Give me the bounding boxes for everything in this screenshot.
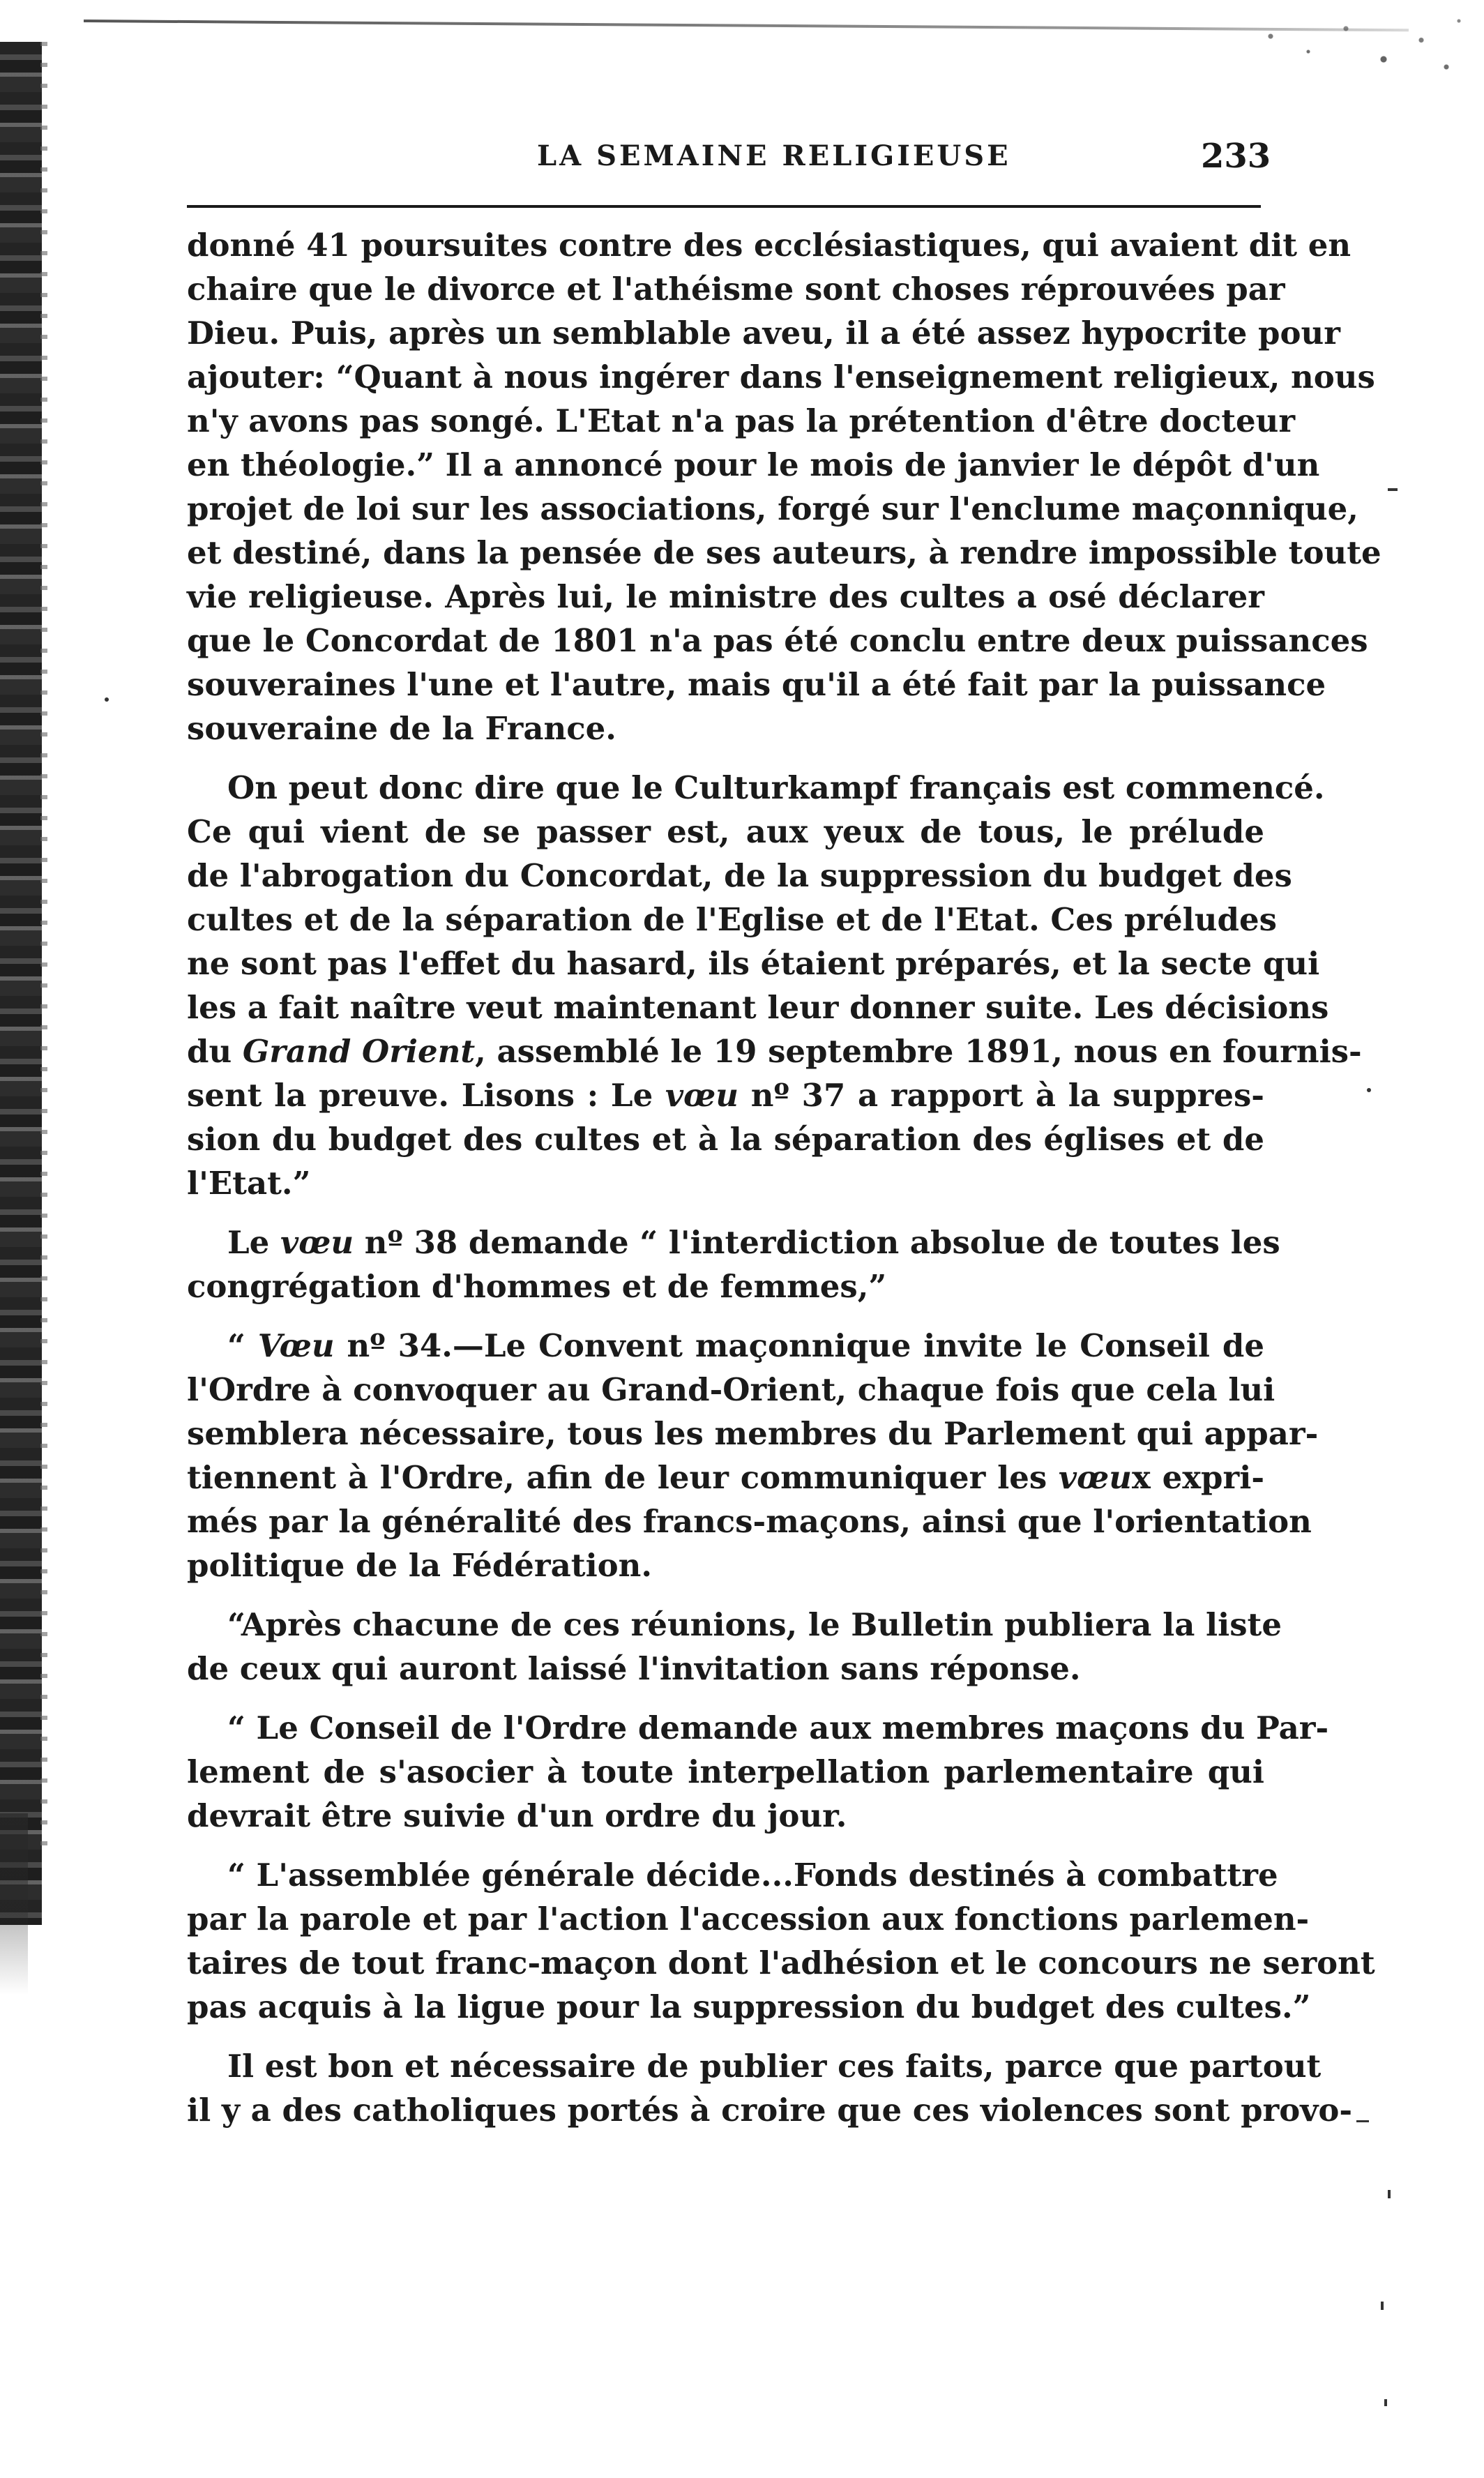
text-line: en théologie.” Il a annoncé pour le mois de janvier le dépôt d'un (187, 446, 1320, 483)
text-line: més par la généralité des francs-maçons, ainsi que l'orientation (187, 1503, 1312, 1540)
text-line: l'Etat.” (187, 1165, 311, 1202)
text-line: semblera nécessaire, tous les membres du Parlement qui appar- (187, 1415, 1319, 1452)
text-line: devrait être suivie d'un ordre du jour. (187, 1797, 847, 1834)
text-line: cultes et de la séparation de l'Eglise et de l'Etat. Ces préludes (187, 901, 1277, 938)
text-line: il y a des catholiques portés à croire que ces violences sont provo- (187, 2092, 1353, 2129)
text-line: Dieu. Puis, après un semblable aveu, il a été assez hypocrite pour (187, 315, 1340, 352)
scan-mark (105, 697, 109, 702)
text-line: sion du budget des cultes et à la séparation des églises et de (187, 1121, 1264, 1158)
text-line: “ L'assemblée générale décide...Fonds destinés à combattre (227, 1857, 1278, 1894)
text-line: taires de tout franc-maçon dont l'adhésion et le concours ne seront (187, 1944, 1375, 1981)
scan-mark (1388, 488, 1398, 491)
text-line: pas acquis à la ligue pour la suppression du budget des cultes.” (187, 1988, 1311, 2025)
text-line: “ Le Conseil de l'Ordre demande aux membres maçons du Par- (227, 1709, 1329, 1746)
text-line: souveraines l'une et l'autre, mais qu'il a été fait par la puissance (187, 666, 1326, 703)
text-line: “ Vœu nº 34.—Le Convent maçonnique invite le Conseil de (227, 1327, 1264, 1364)
paragraph (187, 1853, 1375, 2029)
scan-mark (1381, 2302, 1384, 2310)
paragraph (187, 2044, 1353, 2132)
scan-mark (1367, 1088, 1371, 1092)
text-line: souveraine de la France. (187, 710, 616, 747)
page-number: 233 (1201, 137, 1271, 176)
scan-mark (1356, 2120, 1369, 2122)
text-line: politique de la Fédération. (187, 1547, 653, 1584)
binding-edge (0, 42, 42, 1925)
text-line: projet de loi sur les associations, forgé sur l'enclume maçonnique, (187, 490, 1358, 527)
text-line: tiennent à l'Ordre, afin de leur communiquer les vœux expri- (187, 1459, 1264, 1496)
scan-mark (1384, 2399, 1387, 2406)
text-line: par la parole et par l'action l'accession aux fonctions parlemen- (187, 1901, 1310, 1937)
scan-mark (1388, 2190, 1391, 2198)
top-edge-line (84, 20, 1409, 31)
text-line: et destiné, dans la pensée de ses auteurs, à rendre impossible toute (187, 534, 1381, 571)
paragraph (187, 1324, 1319, 1587)
text-line: sent la preuve. Lisons : Le vœu nº 37 a rapport à la suppres- (187, 1077, 1264, 1114)
text-line: congrégation d'hommes et de femmes,” (187, 1268, 887, 1305)
paragraph (187, 1603, 1282, 1691)
paragraph (187, 766, 1362, 1205)
text-line: vie religieuse. Après lui, le ministre des cultes a osé déclarer (187, 578, 1264, 615)
binding-edge-shadow (40, 42, 47, 1855)
text-line: que le Concordat de 1801 n'a pas été conclu entre deux puissances (187, 622, 1368, 659)
text-line: Le vœu nº 38 demande “ l'interdiction absolue de toutes les (227, 1224, 1280, 1261)
scan-speckles (1220, 6, 1471, 82)
paragraph (187, 1706, 1329, 1838)
text-line: On peut donc dire que le Culturkampf français est commencé. (227, 769, 1325, 806)
text-line: n'y avons pas songé. L'Etat n'a pas la prétention d'être docteur (187, 402, 1296, 439)
text-line: ne sont pas l'effet du hasard, ils étaient préparés, et la secte qui (187, 945, 1320, 982)
body-text (187, 223, 1381, 2132)
text-line: Il est bon et nécessaire de publier ces faits, parce que partout (227, 2048, 1322, 2085)
paragraph (187, 1221, 1280, 1308)
running-head: LA SEMAINE RELIGIEUSE (537, 139, 1011, 172)
header-rule (187, 205, 1261, 208)
text-line: de l'abrogation du Concordat, de la suppression du budget des (187, 857, 1292, 894)
paragraph (187, 223, 1381, 750)
text-line: chaire que le divorce et l'athéisme sont choses réprouvées par (187, 271, 1285, 308)
binding-fade (0, 1813, 28, 1995)
text-line: Ce qui vient de se passer est, aux yeux de tous, le prélude (187, 813, 1264, 850)
text-line: lement de s'asocier à toute interpellation parlementaire qui (187, 1753, 1264, 1790)
text-line: ajouter: “Quant à nous ingérer dans l'enseignement religieux, nous (187, 358, 1375, 395)
text-line: “Après chacune de ces réunions, le Bulletin publiera la liste (227, 1606, 1282, 1643)
text-line: donné 41 poursuites contre des ecclésiastiques, qui avaient dit en (187, 227, 1352, 264)
text-line: l'Ordre à convoquer au Grand-Orient, chaque fois que cela lui (187, 1371, 1275, 1408)
text-line: du Grand Orient, assemblé le 19 septembre 1891, nous en fournis- (187, 1033, 1362, 1070)
text-line: les a fait naître veut maintenant leur donner suite. Les décisions (187, 989, 1329, 1026)
text-line: de ceux qui auront laissé l'invitation sans réponse. (187, 1650, 1081, 1687)
